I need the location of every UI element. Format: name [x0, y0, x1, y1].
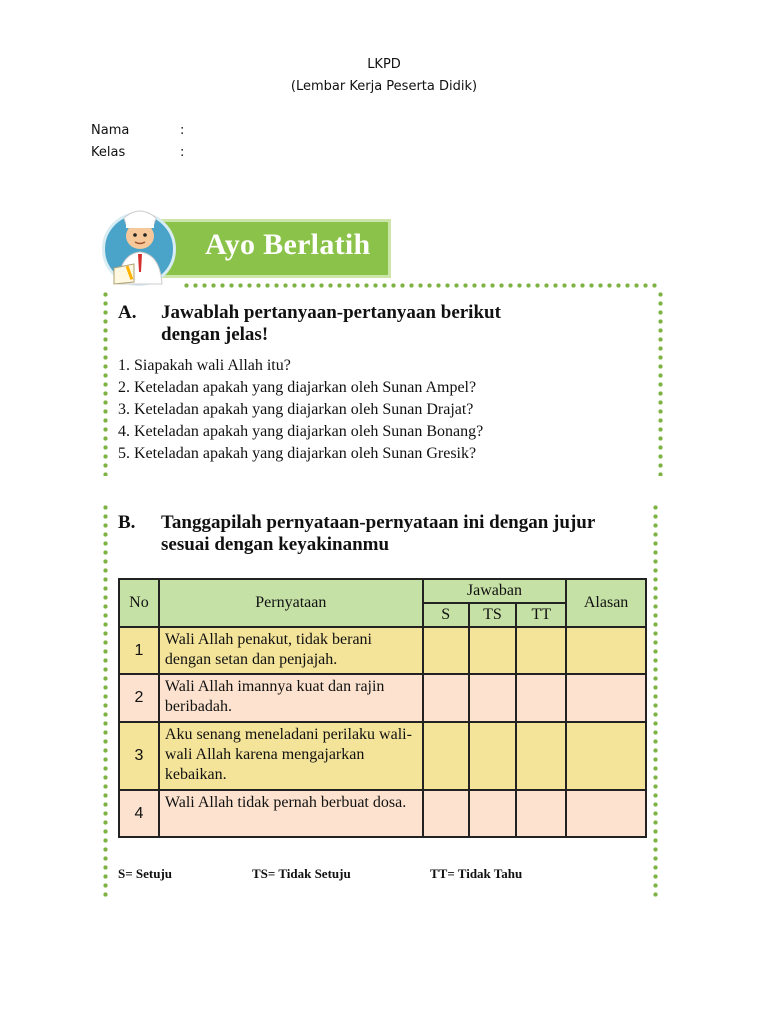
- row-number: 4: [119, 790, 159, 837]
- reason-cell[interactable]: [566, 674, 646, 722]
- row-number: 3: [119, 722, 159, 790]
- header-ts: TS: [469, 603, 517, 627]
- answer-tt-cell[interactable]: [516, 722, 566, 790]
- class-field-colon: :: [180, 145, 185, 160]
- question-item: 4. Keteladan apakah yang diajarkan oleh Sunan Bonang?: [118, 423, 484, 440]
- section-a-border-right: [658, 290, 663, 476]
- answer-tt-cell[interactable]: [516, 627, 566, 674]
- row-statement: Wali Allah penakut, tidak berani dengan setan dan penjajah.: [159, 627, 423, 674]
- section-b-border-right: [653, 503, 658, 901]
- answer-s-cell[interactable]: [423, 627, 469, 674]
- student-writing-icon: [104, 206, 176, 286]
- name-field-colon: :: [180, 123, 185, 138]
- answer-tt-cell[interactable]: [516, 790, 566, 837]
- answer-ts-cell[interactable]: [469, 674, 517, 722]
- row-statement: Aku senang meneladani perilaku wali-wali Allah karena mengajarkan kebaikan.: [159, 722, 423, 790]
- section-b-letter: B.: [118, 512, 136, 533]
- answer-tt-cell[interactable]: [516, 674, 566, 722]
- section-a-border-top: [182, 283, 660, 288]
- section-a-title-line1: Jawablah pertanyaan-pertanyaan berikut: [161, 302, 501, 323]
- reason-cell[interactable]: [566, 790, 646, 837]
- section-a-title-line2: dengan jelas!: [161, 324, 269, 345]
- reason-cell[interactable]: [566, 722, 646, 790]
- table-row: [119, 722, 646, 790]
- section-b-title-line1: Tanggapilah pernyataan-pernyataan ini dengan jujur: [161, 512, 596, 533]
- name-field-label: Nama: [91, 123, 130, 138]
- answer-s-cell[interactable]: [423, 722, 469, 790]
- answer-s-cell[interactable]: [423, 790, 469, 837]
- document-subtitle: (Lembar Kerja Peserta Didik): [290, 79, 478, 94]
- answer-ts-cell[interactable]: [469, 627, 517, 674]
- section-b-title-line2: sesuai dengan keyakinanmu: [161, 534, 390, 555]
- header-reason: Alasan: [566, 579, 646, 627]
- reason-cell[interactable]: [566, 627, 646, 674]
- section-a-border-left: [103, 290, 108, 476]
- legend-tidak-setuju: TS= Tidak Setuju: [252, 866, 351, 881]
- question-item: 1. Siapakah wali Allah itu?: [118, 357, 291, 374]
- legend-setuju: S= Setuju: [118, 866, 173, 881]
- table-row: [119, 790, 646, 837]
- question-item: 3. Keteladan apakah yang diajarkan oleh Sunan Drajat?: [118, 401, 474, 418]
- table-row: [119, 627, 646, 674]
- statement-table: [118, 578, 647, 838]
- header-no: No: [119, 579, 159, 627]
- question-list: [118, 355, 483, 465]
- section-b-border-left: [103, 503, 108, 901]
- row-statement: Wali Allah imannya kuat dan rajin beribadah.: [159, 674, 423, 722]
- header-statement: Pernyataan: [159, 579, 423, 627]
- section-a-letter: A.: [118, 302, 137, 323]
- header-answer: Jawaban: [423, 579, 566, 603]
- row-number: 2: [119, 674, 159, 722]
- document-title: LKPD: [367, 57, 401, 72]
- answer-ts-cell[interactable]: [469, 790, 517, 837]
- header-s: S: [423, 603, 469, 627]
- question-item: 2. Keteladan apakah yang diajarkan oleh Sunan Ampel?: [118, 379, 477, 396]
- question-item: 5. Keteladan apakah yang diajarkan oleh Sunan Gresik?: [118, 445, 477, 462]
- class-field-label: Kelas: [91, 145, 126, 160]
- row-number: 1: [119, 627, 159, 674]
- row-statement: Wali Allah tidak pernah berbuat dosa.: [159, 790, 423, 837]
- legend-tidak-tahu: TT= Tidak Tahu: [430, 866, 523, 881]
- answer-s-cell[interactable]: [423, 674, 469, 722]
- banner-title: Ayo Berlatih: [205, 228, 371, 261]
- answer-ts-cell[interactable]: [469, 722, 517, 790]
- header-tt: TT: [516, 603, 566, 627]
- table-row: [119, 674, 646, 722]
